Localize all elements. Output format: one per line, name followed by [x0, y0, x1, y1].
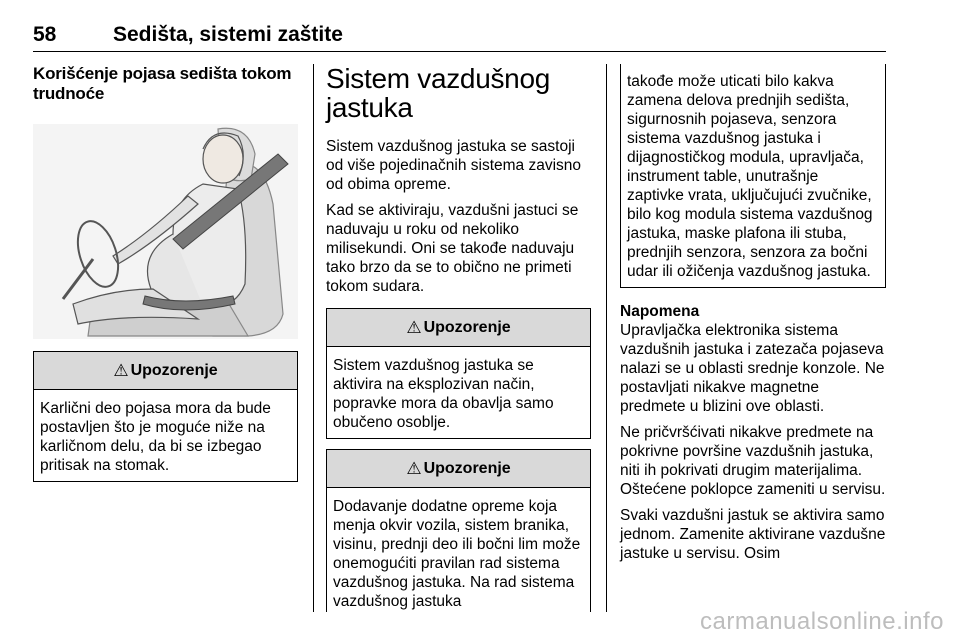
paragraph: Svaki vazdušni jastuk se aktivira samo jednom. Zamenite aktivirane vazdušne jastuke u servisu. Osim — [620, 507, 886, 562]
column-2 — [326, 64, 591, 612]
page-header — [33, 23, 343, 47]
warning-title: Upozorenje — [423, 318, 511, 336]
warning-text: takođe može uticati bilo kakva zamena delova prednjih sedišta, sigurnosnih pojaseva, senzora sistema vazdušnog jastuka i dijagnostičkog modula, upravljača, instrument table, unutrašnje zaptivke vrata, uključujući zvučnike, bilo kog modula sistema vazdušnog jastuka, maske plafona ili stuba, prednjih senzora, senzora za bočni udar ili ožičenja vazdušnog jastuka. — [627, 73, 873, 280]
warning-box — [33, 351, 298, 482]
paragraph: Kad se aktiviraju, vazdušni jastuci se naduvaju u roku od nekoliko milisekundi. Oni se takođe naduvaju tako brzo da se to obično ne primeti tokom sudara. — [326, 202, 579, 295]
warning-triangle-icon: ⚠ — [406, 317, 422, 337]
warning-triangle-icon: ⚠ — [113, 360, 129, 380]
note-heading: Napomena — [620, 303, 700, 320]
column-3 — [620, 64, 886, 570]
warning-header — [327, 450, 590, 488]
column-divider — [313, 64, 314, 612]
watermark: carmanualsonline.info — [700, 608, 944, 635]
warning-text: Sistem vazdušnog jastuka se aktivira na eksplozivan način, popravke mora da obavlja samo obučeno osoblje. — [333, 357, 554, 431]
paragraph: Upravljačka elektronika sistema vazdušnih jastuka i zatezača pojaseva nalazi se u oblasti srednje konzole. Ne postavljati nikakve magnetne predmete u blizini ove oblasti. — [620, 322, 885, 415]
section-title: Sistem vazdušnog jastuka — [326, 63, 550, 123]
column-divider — [606, 64, 607, 612]
warning-title: Upozorenje — [423, 459, 511, 477]
warning-text: Dodavanje dodatne opreme koja menja okvir vozila, sistem branika, visinu, prednji deo ili bočni lim može onemogućiti pravilan rad sistema vazdušnog jastuka. Na rad sistema vazdušnog jastuka — [333, 498, 581, 610]
paragraph: Sistem vazdušnog jastuka se sastoji od više pojedinačnih sistema zavisno od obima opreme. — [326, 138, 582, 193]
page-number: 58 — [33, 23, 57, 46]
warning-box — [326, 449, 591, 612]
pregnant-driver-seatbelt-illustration — [33, 124, 298, 339]
paragraph: Ne pričvršćivati nikakve predmete na pokrivne površine vazdušnih jastuka, niti ih pokrivati drugim materijalima. Oštećene poklopce zameniti u servisu. — [620, 424, 886, 498]
warning-text: Karlični deo pojasa mora da bude postavljen što je moguće niže na karličnom delu, da bi se izbegao pritisak na stomak. — [40, 400, 271, 474]
warning-title: Upozorenje — [130, 361, 218, 379]
warning-triangle-icon: ⚠ — [406, 458, 422, 478]
warning-box — [326, 308, 591, 439]
column-1 — [33, 64, 298, 482]
warning-header — [327, 309, 590, 347]
chapter-title: Sedišta, sistemi zaštite — [113, 23, 343, 46]
warning-box-continued — [620, 64, 886, 288]
header-divider — [33, 51, 886, 52]
warning-header — [34, 352, 297, 390]
section-heading: Korišćenje pojasa sedišta tokom trudnoće — [33, 64, 292, 103]
